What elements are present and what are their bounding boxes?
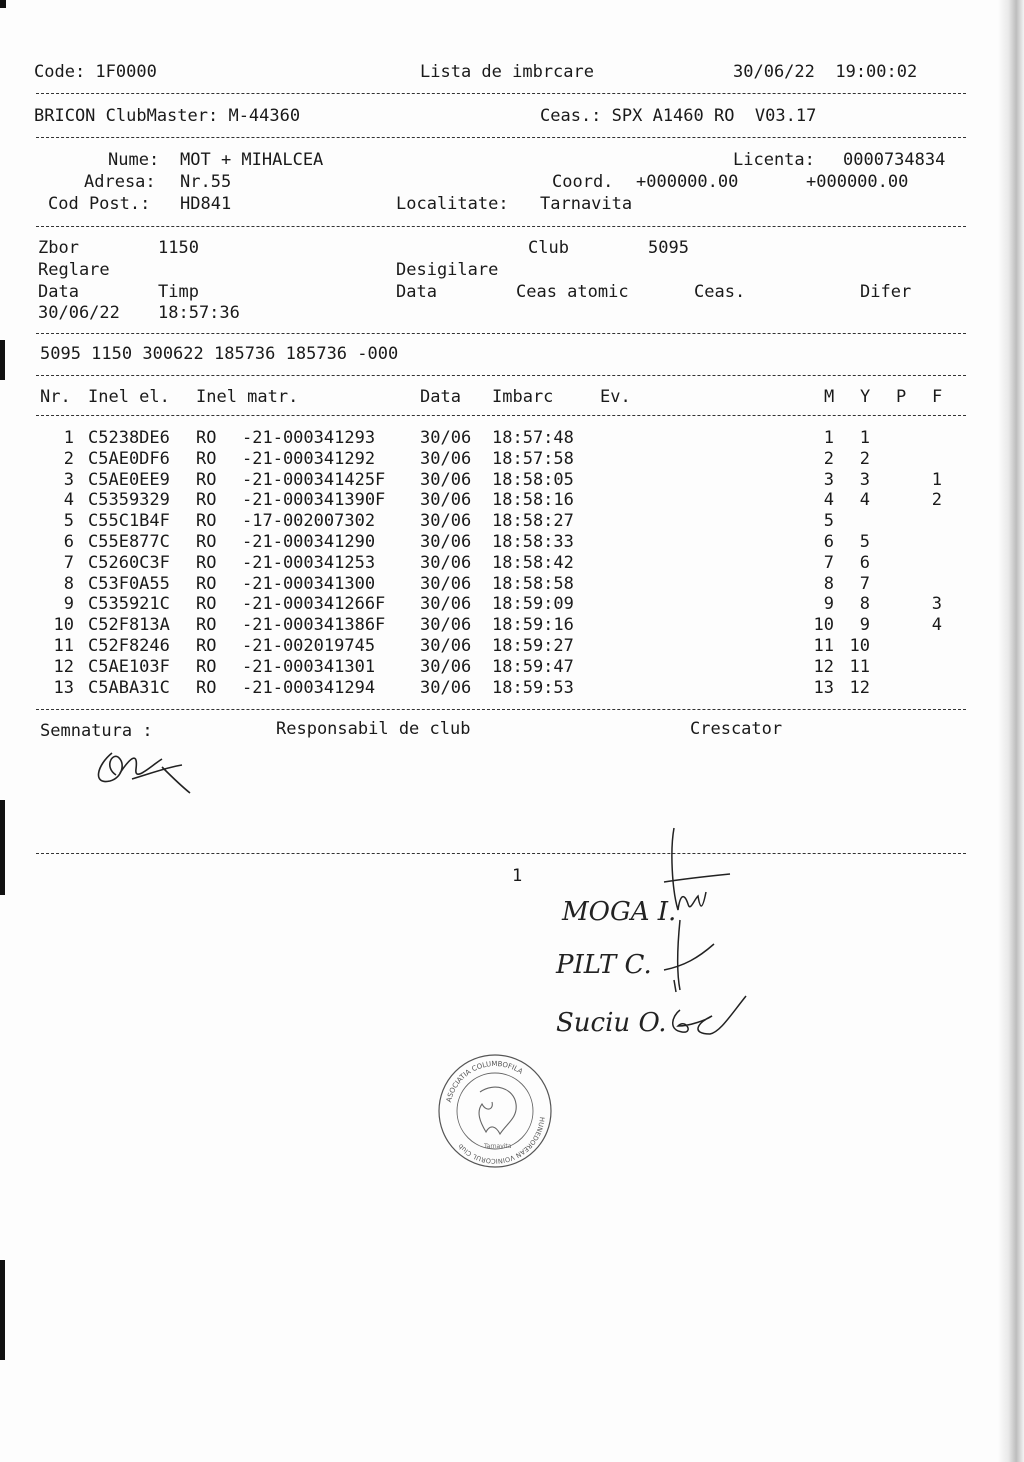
data2-label: Data: [396, 282, 437, 302]
table-row: [0, 470, 1024, 491]
divider: [36, 375, 966, 376]
cell-imbarc: 18:57:48: [492, 428, 574, 448]
scan-right-edge: [998, 0, 1024, 1462]
cell-m: 9: [823, 594, 834, 615]
cell-imbarc: 18:59:16: [492, 615, 574, 636]
licence-number: 0000734834: [843, 150, 946, 170]
cell-nr: 11: [53, 636, 74, 656]
cell-m: 1: [823, 428, 834, 448]
svg-text:ASOCIATIA COLUMBOFILA: ASOCIATIA COLUMBOFILA: [444, 1059, 525, 1104]
code: Code: 1F0000: [34, 62, 157, 82]
cell-data: 30/06: [420, 511, 472, 532]
cell-inel-el: C52F813A: [88, 615, 170, 636]
cell-country: RO: [196, 636, 217, 656]
cell-y: 9: [859, 615, 870, 636]
col-inel-el: Inel el.: [88, 387, 170, 407]
cell-y: 2: [859, 448, 870, 469]
cell-m: 12: [813, 656, 834, 677]
licence-label: Licenta:: [733, 150, 815, 170]
cell-m: 2: [823, 448, 834, 469]
svg-text:Tarnavita: Tarnavita: [484, 1143, 512, 1150]
cell-m: 7: [823, 552, 834, 573]
zbor-number: 1150: [158, 238, 199, 258]
reglare-date: 30/06/22: [38, 303, 120, 323]
cell-y: 7: [859, 573, 870, 594]
cell-m: 6: [823, 532, 834, 552]
cell-inel-el: C55C1B4F: [88, 511, 170, 532]
ceas-atomic-label: Ceas atomic: [516, 282, 629, 302]
cell-imbarc: 18:59:09: [492, 594, 574, 615]
divider: [36, 137, 966, 138]
col-m: M: [824, 387, 835, 407]
col-f: F: [932, 387, 943, 407]
table-row: [0, 657, 1024, 678]
cell-data: 30/06: [420, 448, 472, 469]
cell-imbarc: 18:58:16: [492, 490, 574, 511]
svg-text:HUNEDOREAN VOINICORUL Club: HUNEDOREAN VOINICORUL Club: [456, 1116, 546, 1166]
cell-inel-matr: -17-002007302: [242, 511, 376, 532]
cell-imbarc: 18:59:27: [492, 636, 574, 656]
cell-country: RO: [196, 428, 217, 448]
cell-imbarc: 18:58:33: [492, 532, 574, 552]
cell-m: 5: [823, 511, 834, 532]
col-p: P: [896, 387, 907, 407]
cell-inel-matr: -21-002019745: [242, 636, 376, 656]
postcode: HD841: [180, 194, 232, 214]
divider: [36, 333, 966, 334]
table-row: [0, 449, 1024, 470]
cell-m: 11: [813, 636, 834, 656]
cell-inel-matr: -21-000341301: [242, 656, 376, 677]
cell-y: 10: [849, 636, 870, 656]
cell-y: 5: [859, 532, 870, 552]
cell-data: 30/06: [420, 490, 472, 511]
cell-imbarc: 18:58:58: [492, 573, 574, 594]
table-row: [0, 428, 1024, 449]
cell-nr: 8: [63, 573, 74, 594]
cell-data: 30/06: [420, 636, 472, 656]
postcode-label: Cod Post.:: [48, 194, 151, 214]
cell-nr: 13: [53, 677, 74, 698]
table-row: [0, 490, 1024, 511]
clubmaster: BRICON ClubMaster: M-44360: [34, 106, 301, 126]
locality: Tarnavita: [540, 194, 633, 214]
col-inel-matr: Inel matr.: [196, 387, 299, 407]
coord-x: +000000.00: [636, 172, 739, 192]
cell-inel-el: C5260C3F: [88, 552, 170, 573]
cell-inel-matr: -21-000341390F: [242, 490, 386, 511]
cell-nr: 4: [63, 490, 74, 511]
cell-inel-matr: -21-000341292: [242, 448, 376, 469]
cell-country: RO: [196, 615, 217, 636]
difer-label: Difer: [860, 282, 912, 302]
table-row: [0, 594, 1024, 615]
cell-inel-matr: -21-000341300: [242, 573, 376, 594]
scan-edge-mark: [0, 340, 5, 380]
print-datetime: 30/06/22 19:00:02: [733, 62, 918, 82]
cell-inel-el: C55E877C: [88, 532, 170, 552]
table-row: [0, 511, 1024, 532]
cell-country: RO: [196, 573, 217, 594]
locality-label: Localitate:: [396, 194, 509, 214]
cell-data: 30/06: [420, 677, 472, 698]
stamp-seal-icon: [436, 1052, 554, 1170]
cell-nr: 7: [63, 552, 74, 573]
cell-country: RO: [196, 552, 217, 573]
club-signature: [92, 745, 202, 800]
responsabil-label: Responsabil de club: [276, 719, 471, 739]
coord-y: +000000.00: [806, 172, 909, 192]
cell-country: RO: [196, 511, 217, 532]
cell-m: 3: [823, 469, 834, 490]
table-row: [0, 678, 1024, 699]
cell-data: 30/06: [420, 469, 472, 490]
desigilare-label: Desigilare: [396, 260, 499, 280]
cell-y: 12: [849, 677, 870, 698]
divider: [36, 93, 966, 94]
cell-y: 8: [859, 594, 870, 615]
page-number: 1: [512, 866, 523, 886]
cell-inel-el: C5ABA31C: [88, 677, 170, 698]
scan-edge-mark: [0, 0, 6, 8]
timp-label: Timp: [158, 282, 199, 302]
table-row: [0, 574, 1024, 595]
handwritten-name-3: Suciu O.: [556, 1008, 667, 1038]
cell-inel-matr: -21-000341253: [242, 552, 376, 573]
cell-imbarc: 18:58:05: [492, 469, 574, 490]
cell-m: 4: [823, 490, 834, 511]
table-row: [0, 553, 1024, 574]
cell-data: 30/06: [420, 615, 472, 636]
cell-y: 3: [859, 469, 870, 490]
col-ev: Ev.: [600, 387, 631, 407]
cell-nr: 9: [63, 594, 74, 615]
cell-inel-el: C5238DE6: [88, 428, 170, 448]
cell-inel-matr: -21-000341293: [242, 428, 376, 448]
cell-imbarc: 18:57:58: [492, 448, 574, 469]
reglare-time: 18:57:36: [158, 303, 240, 323]
col-y: Y: [860, 387, 871, 407]
document-title: Lista de imbrcare: [420, 62, 594, 82]
cell-inel-el: C535921C: [88, 594, 170, 615]
cell-nr: 6: [63, 532, 74, 552]
handwritten-name-1: MOGA I.: [562, 897, 677, 927]
cell-y: 11: [849, 656, 870, 677]
reglare-label: Reglare: [38, 260, 110, 280]
club-label: Club: [528, 238, 569, 258]
cell-y: 1: [859, 428, 870, 448]
cell-data: 30/06: [420, 656, 472, 677]
committee-signatures: [650, 820, 760, 1060]
cell-country: RO: [196, 448, 217, 469]
col-data: Data: [420, 387, 461, 407]
cell-inel-matr: -21-000341386F: [242, 615, 386, 636]
cell-data: 30/06: [420, 594, 472, 615]
zbor-label: Zbor: [38, 238, 79, 258]
cell-nr: 1: [63, 428, 74, 448]
cell-nr: 12: [53, 656, 74, 677]
cell-imbarc: 18:58:27: [492, 511, 574, 532]
cell-inel-el: C5AE103F: [88, 656, 170, 677]
cell-data: 30/06: [420, 428, 472, 448]
data-label: Data: [38, 282, 79, 302]
cell-inel-el: C5AE0EE9: [88, 469, 170, 490]
table-row: [0, 615, 1024, 636]
crescator-label: Crescator: [690, 719, 783, 739]
cell-f: 1: [931, 469, 942, 490]
divider: [36, 853, 966, 854]
address-label: Adresa:: [84, 172, 156, 192]
cell-y: 4: [859, 490, 870, 511]
cell-nr: 2: [63, 448, 74, 469]
divider: [36, 226, 966, 227]
cell-inel-el: C52F8246: [88, 636, 170, 656]
cell-f: 2: [931, 490, 942, 511]
cell-country: RO: [196, 677, 217, 698]
cell-data: 30/06: [420, 532, 472, 552]
cell-nr: 10: [53, 615, 74, 636]
cell-data: 30/06: [420, 552, 472, 573]
cell-inel-el: C53F0A55: [88, 573, 170, 594]
cell-y: 6: [859, 552, 870, 573]
cell-inel-matr: -21-000341294: [242, 677, 376, 698]
cell-inel-matr: -21-000341425F: [242, 469, 386, 490]
divider: [36, 709, 966, 710]
cell-nr: 3: [63, 469, 74, 490]
cell-country: RO: [196, 490, 217, 511]
semnatura-label: Semnatura :: [40, 721, 153, 741]
cell-data: 30/06: [420, 573, 472, 594]
scan-edge-mark: [0, 800, 5, 895]
cell-m: 13: [813, 677, 834, 698]
table-row: [0, 532, 1024, 553]
cell-nr: 5: [63, 511, 74, 532]
cell-inel-matr: -21-000341290: [242, 532, 376, 552]
ceas-label: Ceas.: [694, 282, 746, 302]
cell-country: RO: [196, 594, 217, 615]
owner-name: MOT + MIHALCEA: [180, 150, 324, 170]
cell-inel-el: C5AE0DF6: [88, 448, 170, 469]
clock-info: Ceas.: SPX A1460 RO V03.17: [540, 106, 817, 126]
cell-imbarc: 18:59:47: [492, 656, 574, 677]
club-stamp: [436, 1052, 554, 1170]
cell-country: RO: [196, 469, 217, 490]
cell-inel-el: C5359329: [88, 490, 170, 511]
summary-line: 5095 1150 300622 185736 185736 -000: [40, 344, 399, 364]
divider: [36, 415, 966, 416]
handwritten-name-2: PILT C.: [556, 950, 652, 980]
col-imbarc: Imbarc: [492, 387, 554, 407]
scan-edge-mark: [0, 1260, 5, 1360]
name-label: Nume:: [108, 150, 160, 170]
club-number: 5095: [648, 238, 689, 258]
coord-label: Coord.: [552, 172, 614, 192]
table-row: [0, 636, 1024, 657]
cell-m: 8: [823, 573, 834, 594]
cell-country: RO: [196, 656, 217, 677]
cell-imbarc: 18:59:53: [492, 677, 574, 698]
cell-m: 10: [813, 615, 834, 636]
cell-imbarc: 18:58:42: [492, 552, 574, 573]
col-nr: Nr.: [40, 387, 71, 407]
cell-f: 3: [931, 594, 942, 615]
cell-f: 4: [931, 615, 942, 636]
address: Nr.55: [180, 172, 232, 192]
cell-inel-matr: -21-000341266F: [242, 594, 386, 615]
cell-country: RO: [196, 532, 217, 552]
